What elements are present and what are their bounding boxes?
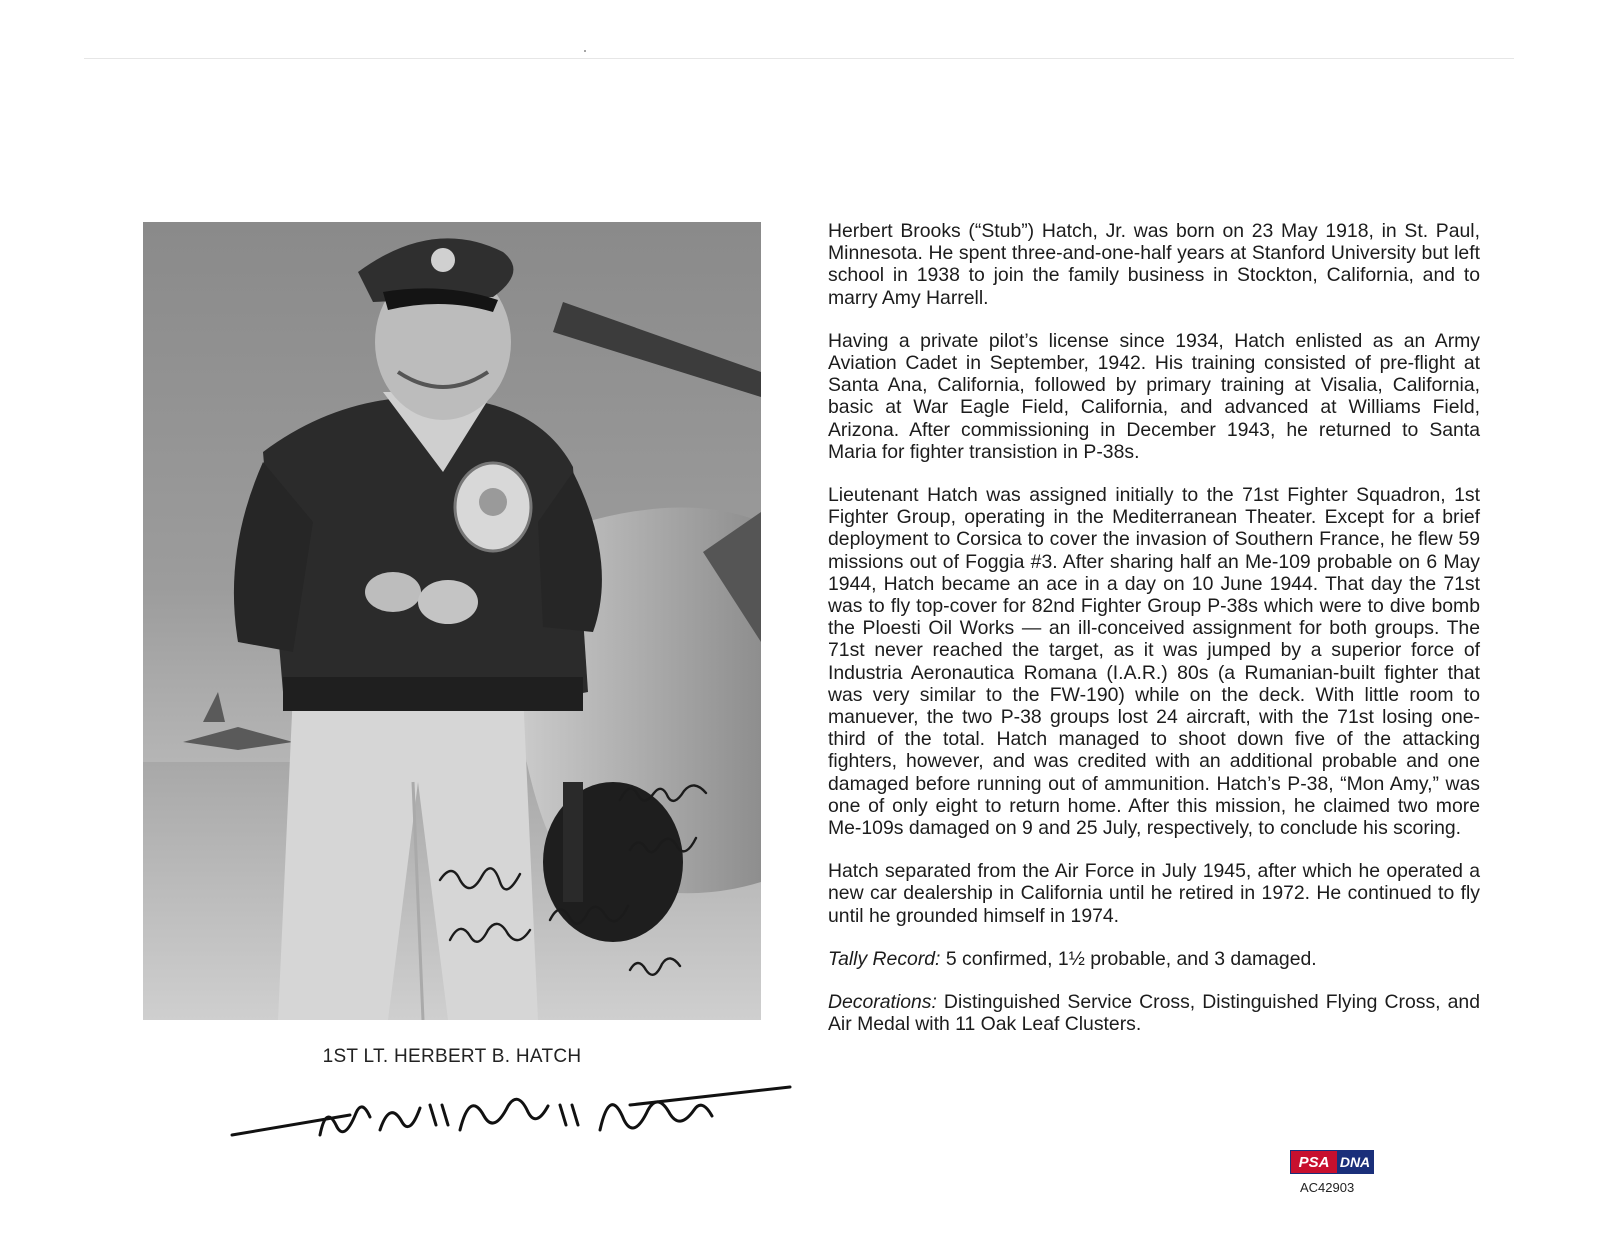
tally-record [828,948,1480,970]
decorations-label: Decorations: [828,991,937,1014]
tally-label: Tally Record: [828,947,941,970]
inscription-handwriting [430,770,760,1010]
signature-handwriting [230,1075,810,1155]
authentication-id: AC42903 [1300,1180,1355,1195]
tally-value: 5 confirmed, 1½ probable, and 3 damaged. [940,947,1317,970]
autograph-signature [230,1075,810,1155]
bio-paragraph-later-life: Hatch separated from the Air Force in July 1945, after which he operated a new car dealership in California until he retired in 1972. He continued to fly until he grounded himself in 1974. [828,860,1480,927]
decorations-value: Distinguished Service Cross, Distinguished Flying Cross, and Air Medal with 11 Oak Leaf Clusters. [828,991,1480,1036]
psa-logo-text: PSA [1291,1151,1337,1173]
bio-paragraph-training: Having a private pilot’s license since 1934, Hatch enlisted as an Army Aviation Cadet in September, 1942. His training consisted of pre-flight at Santa Ana, California, followed by primary training at Visalia, California, basic at War Eagle Field, California, and advanced at Williams Field, Arizona. After commissioning in December 1943, he returned to Santa Maria for fighter transistion in P-38s. [828,329,1480,463]
photo-inscription [430,770,760,1010]
speck [584,50,586,52]
top-rule [84,58,1514,59]
biography [828,220,1480,1057]
bio-paragraph-combat: Lieutenant Hatch was assigned initially to the 71st Fighter Squadron, 1st Fighter Group, operating in the Mediterranean Theater. Except for a brief deployment to Corsica to cover the invasion of Southern France, he flew 59 missions out of Foggia #3. After sharing half an Me-109 probable on 6 May 1944, Hatch became an ace in a day on 10 June 1944. That day the 71st was to fly top-cover for 82nd Fighter Group P-38s which were to dive bomb the Ploesti Oil Works — an ill-conceived assignment for both groups. The 71st never reached the target, as it was jumped by a superior force of Industria Aeronautica Romana (I.A.R.) 80s (a Rumanian-built fighter that was very similar to the FW-190) while on the deck. With little room to manuever, the two P-38 groups lost 24 aircraft, with the 71st losing one-third of the total. Hatch managed to shoot down five of the attacking fighters, however, and was credited with an additional probable and one damaged before running out of ammunition. Hatch’s P-38, “Mon Amy,” was one of only eight to return home. After this mission, he claimed two more Me-109s damaged on 9 and 25 July, respectively, to conclude his scoring. [828,484,1480,840]
psa-dna-logo [1290,1150,1374,1174]
photo-caption: 1ST LT. HERBERT B. HATCH [322,1046,582,1067]
decorations [828,991,1480,1035]
dna-logo-text: DNA [1337,1151,1373,1173]
bio-paragraph-early-life: Herbert Brooks (“Stub”) Hatch, Jr. was born on 23 May 1918, in St. Paul, Minnesota. He spent three-and-one-half years at Stanford University but left school in 1938 to join the family business in Stockton, California, and to marry Amy Harrell. [828,220,1480,309]
